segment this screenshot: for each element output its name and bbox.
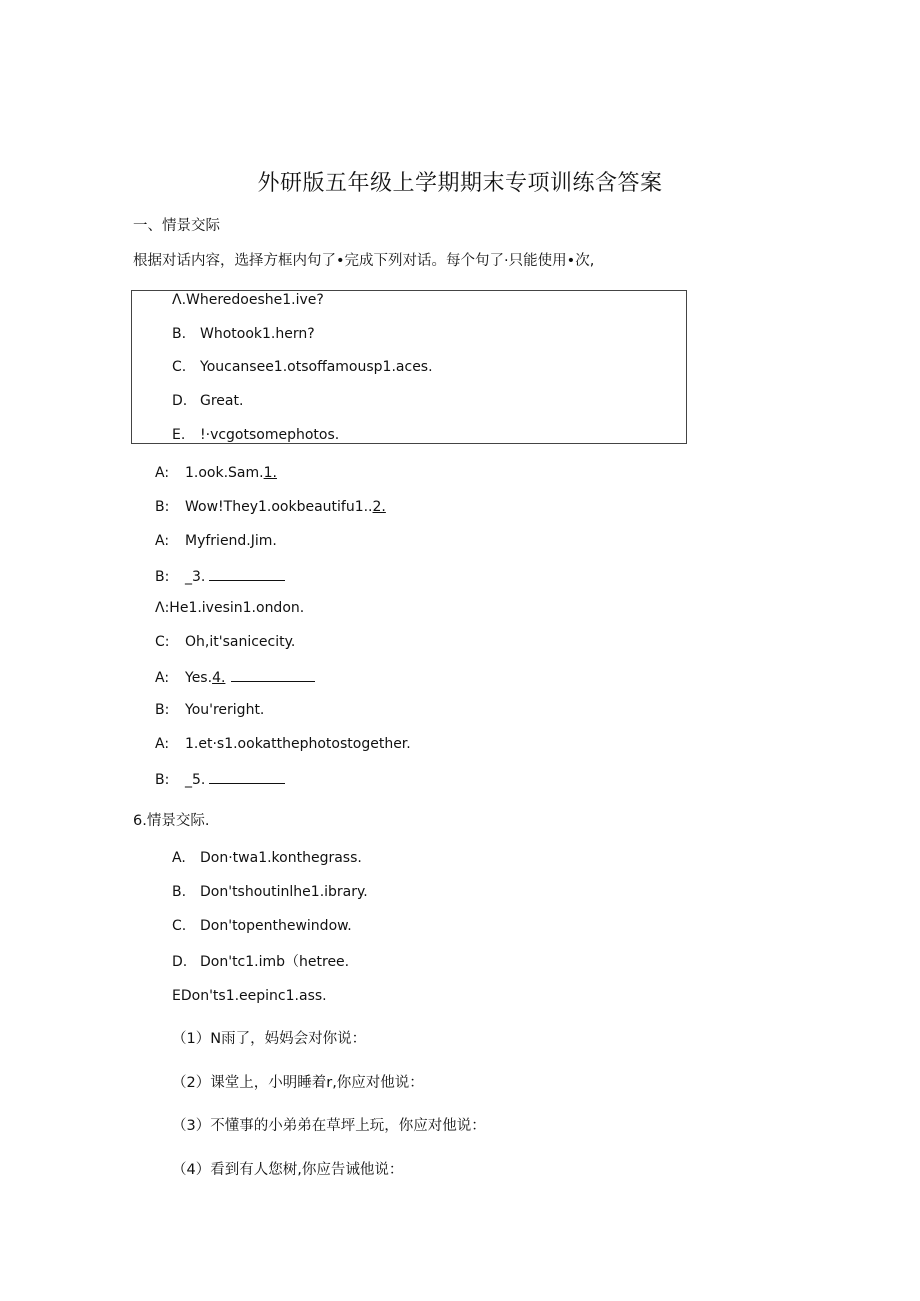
option-label: C.	[172, 918, 187, 934]
speaker-label: B:	[155, 702, 170, 718]
dialogue-line	[155, 465, 277, 481]
dialogue-line	[155, 567, 285, 585]
option-b	[172, 326, 315, 342]
option-text: Wheredoeshe1.ive?	[186, 292, 324, 308]
speaker-label: A:	[155, 736, 170, 752]
speaker-label: B:	[155, 772, 170, 788]
speaker-label: Λ:	[155, 600, 170, 616]
question-number: （1）	[172, 1031, 211, 1047]
option-b	[172, 884, 368, 900]
dialogue-line	[155, 600, 304, 616]
question-text: 课堂上，小明睡着r,你应对他说：	[210, 1075, 424, 1091]
dialogue-text: Oh,it'sanicecity.	[185, 634, 296, 650]
option-label: D.	[172, 954, 188, 970]
question-number: （2）	[172, 1075, 211, 1091]
option-label: B.	[172, 326, 187, 342]
instruction-text: 根据对话内容，选择方框内句了•完成下列对话。每个句了·只能使用•次,	[133, 253, 595, 269]
dialogue-line	[155, 533, 277, 549]
speaker-label: A:	[155, 670, 170, 686]
option-label: C.	[172, 359, 187, 375]
option-label: B.	[172, 884, 187, 900]
option-text: Great.	[200, 393, 244, 409]
option-e: EDon'ts1.eepinc1.ass.	[172, 988, 327, 1004]
dialogue-text: _3.	[185, 569, 206, 585]
speaker-label: A:	[155, 533, 170, 549]
question-text: 不懂事的小弟弟在草坪上玩，你应对他说：	[210, 1118, 486, 1134]
option-c	[172, 918, 352, 934]
option-label: D.	[172, 393, 188, 409]
answer-line	[209, 567, 285, 581]
question-item	[172, 1114, 486, 1135]
section-heading: 6.情景交际.	[133, 813, 210, 829]
speaker-label: B:	[155, 569, 170, 585]
dialogue-line	[155, 499, 386, 515]
option-c	[172, 359, 433, 375]
question-number: （3）	[172, 1118, 211, 1134]
answer-line	[209, 770, 285, 784]
dialogue-line	[155, 634, 295, 650]
answer-blank: 2.	[372, 499, 386, 515]
question-number: （4）	[172, 1162, 211, 1178]
option-text: Don'tc1.imb（hetree.	[200, 954, 350, 970]
dialogue-text: He1.ivesin1.ondon.	[169, 600, 305, 616]
question-text: 看到有人您树,你应告诫他说：	[210, 1162, 404, 1178]
question-item	[172, 1158, 403, 1179]
option-e	[172, 427, 339, 443]
dialogue-text: 1.et·s1.ookatthephotostogether.	[185, 736, 411, 752]
dialogue-text: Wow!They1.ookbeautifu1..	[185, 499, 373, 515]
option-d	[172, 951, 349, 971]
option-a	[172, 850, 362, 866]
dialogue-line	[155, 668, 315, 686]
speaker-label: C:	[155, 634, 170, 650]
option-text: Don'tshoutinlhe1.ibrary.	[200, 884, 368, 900]
option-text: Don'topenthewindow.	[200, 918, 352, 934]
question-item	[172, 1071, 424, 1092]
answer-blank: 1.	[263, 465, 277, 481]
option-text: Whotook1.hern?	[200, 326, 315, 342]
option-text: Youcansee1.otsoffamousp1.aces.	[200, 359, 433, 375]
option-d	[172, 393, 243, 409]
answer-line	[231, 668, 315, 682]
dialogue-line	[155, 736, 411, 752]
section-heading: 一、情景交际	[133, 218, 220, 234]
speaker-label: B:	[155, 499, 170, 515]
question-text: N雨了，妈妈会对你说：	[210, 1031, 367, 1047]
option-label: A.	[172, 850, 186, 866]
dialogue-line	[155, 770, 285, 788]
option-a	[172, 292, 324, 308]
option-text: !·vcgotsomephotos.	[200, 427, 340, 443]
answer-blank: 4.	[212, 670, 226, 686]
dialogue-text: You'reright.	[185, 702, 265, 718]
speaker-label: A:	[155, 465, 170, 481]
dialogue-text: 1.ook.Sam.	[185, 465, 264, 481]
dialogue-text: _5.	[185, 772, 206, 788]
dialogue-text: Yes.	[185, 670, 213, 686]
page-title: 外研版五年级上学期期末专项训练含答案	[257, 171, 663, 196]
dialogue-text: Myfriend.Jim.	[185, 533, 277, 549]
question-item	[172, 1027, 366, 1048]
dialogue-line	[155, 702, 264, 718]
option-label: Λ.	[172, 292, 187, 308]
option-text: Don·twa1.konthegrass.	[200, 850, 362, 866]
option-label: E.	[172, 427, 186, 443]
